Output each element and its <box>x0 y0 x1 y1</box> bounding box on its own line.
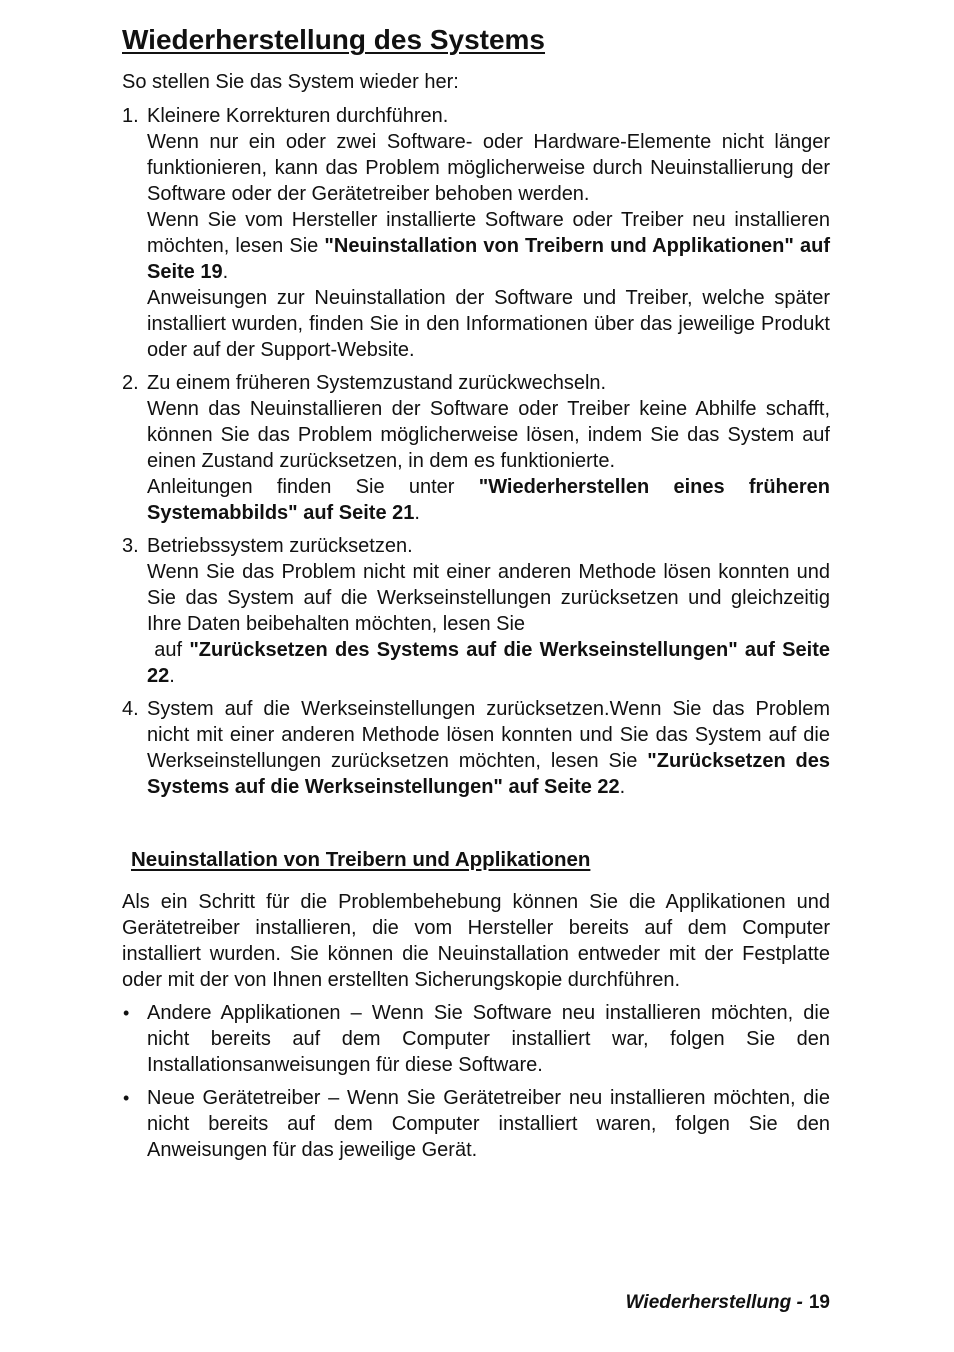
step-item <box>122 103 830 363</box>
step-paragraph: Anleitungen finden Sie unter "Wiederherstellen eines früheren Systemabbilds" auf Seite 21. <box>147 476 830 524</box>
step-item <box>122 533 830 689</box>
step-paragraph: Anweisungen zur Neuinstallation der Software und Treiber, welche später installiert wurden, finden Sie in den Informationen über das jeweilige Produkt oder auf der Support-Website. <box>147 287 830 361</box>
step-paragraph: System auf die Werkseinstellungen zurücksetzen.Wenn Sie das Problem nicht mit einer anderen Methode lösen konnten und Sie das System auf die Werkseinstellungen zurücksetzen möchten, lesen Sie "Zurücksetzen des Systems auf die Werkseinstellungen" auf Seite 22. <box>147 698 830 798</box>
cross-reference-link[interactable]: "Neuinstallation von Treibern und Applikationen" auf Seite 19 <box>147 235 830 283</box>
step-paragraph: Wenn nur ein oder zwei Software- oder Hardware-Elemente nicht länger funktionieren, kann das Problem möglicherweise durch Neuinstallierung der Software oder der Gerätetreiber behoben werden. <box>147 131 830 205</box>
section-body-text: Als ein Schritt für die Problembehebung können Sie die Applikationen und Gerätetreiber installieren, die vom Hersteller bereits auf dem Computer installiert wurden. Sie können die Neuinstallation entweder mit der Festplatte oder mit der von Ihnen erstellten Sicherungskopie durchführen. <box>122 891 830 991</box>
page-title: Wiederherstellung des Systems <box>122 24 546 55</box>
step-paragraph: auf "Zurücksetzen des Systems auf die Werkseinstellungen" auf Seite 22. <box>147 639 830 687</box>
list-item <box>122 1000 830 1078</box>
bullet-icon: • <box>123 1003 130 1023</box>
footer-section-title: Wiederherstellung - <box>625 1292 803 1313</box>
page-footer <box>626 1290 830 1316</box>
step-number: 3. <box>122 535 139 557</box>
step-item <box>122 370 830 526</box>
section-subheading: Neuinstallation von Treibern und Applikationen <box>131 848 591 871</box>
step-number: 2. <box>122 372 139 394</box>
list-item <box>122 1085 830 1163</box>
cross-reference-link[interactable]: "Zurücksetzen des Systems auf die Werkseinstellungen" auf Seite 22 <box>147 750 830 798</box>
step-paragraph: Wenn Sie das Problem nicht mit einer anderen Methode lösen konnten und Sie das System auf die Werkseinstellungen zurücksetzen und gleichzeitig Ihre Daten beibehalten möchten, lesen Sie <box>147 561 830 635</box>
bullet-text: Andere Applikationen – Wenn Sie Software neu installieren möchten, die nicht bereits auf dem Computer installiert war, folgen Sie den Installationsanweisungen für diese Software. <box>147 1002 830 1076</box>
bullet-icon: • <box>123 1088 130 1108</box>
intro-text: So stellen Sie das System wieder her: <box>122 71 459 93</box>
step-heading: Kleinere Korrekturen durchführen. <box>147 105 449 127</box>
cross-reference-link[interactable]: "Wiederherstellen eines früheren Systemabbilds" auf Seite 21 <box>147 476 830 524</box>
step-heading: Zu einem früheren Systemzustand zurückwechseln. <box>147 372 607 394</box>
step-heading: Betriebssystem zurücksetzen. <box>147 535 413 557</box>
page-number: 19 <box>808 1292 830 1313</box>
step-number: 1. <box>122 105 139 127</box>
step-paragraph: Wenn das Neuinstallieren der Software oder Treiber keine Abhilfe schafft, können Sie das Problem möglicherweise lösen, indem Sie das System auf einen Zustand zurücksetzen, in dem es funktionierte. <box>147 398 830 472</box>
bullet-list <box>122 1000 830 1170</box>
cross-reference-link[interactable]: "Zurücksetzen des Systems auf die Werkseinstellungen" auf Seite 22 <box>147 639 830 687</box>
step-item <box>122 696 830 800</box>
bullet-text: Neue Gerätetreiber – Wenn Sie Gerätetreiber neu installieren möchten, die nicht bereits auf dem Computer installiert waren, folgen Sie den Anweisungen für das jeweilige Gerät. <box>147 1087 830 1161</box>
step-number: 4. <box>122 698 139 720</box>
steps-list <box>122 103 830 807</box>
step-paragraph: Wenn Sie vom Hersteller installierte Software oder Treiber neu installieren möchten, lesen Sie "Neuinstallation von Treibern und Applikationen" auf Seite 19. <box>147 209 830 283</box>
